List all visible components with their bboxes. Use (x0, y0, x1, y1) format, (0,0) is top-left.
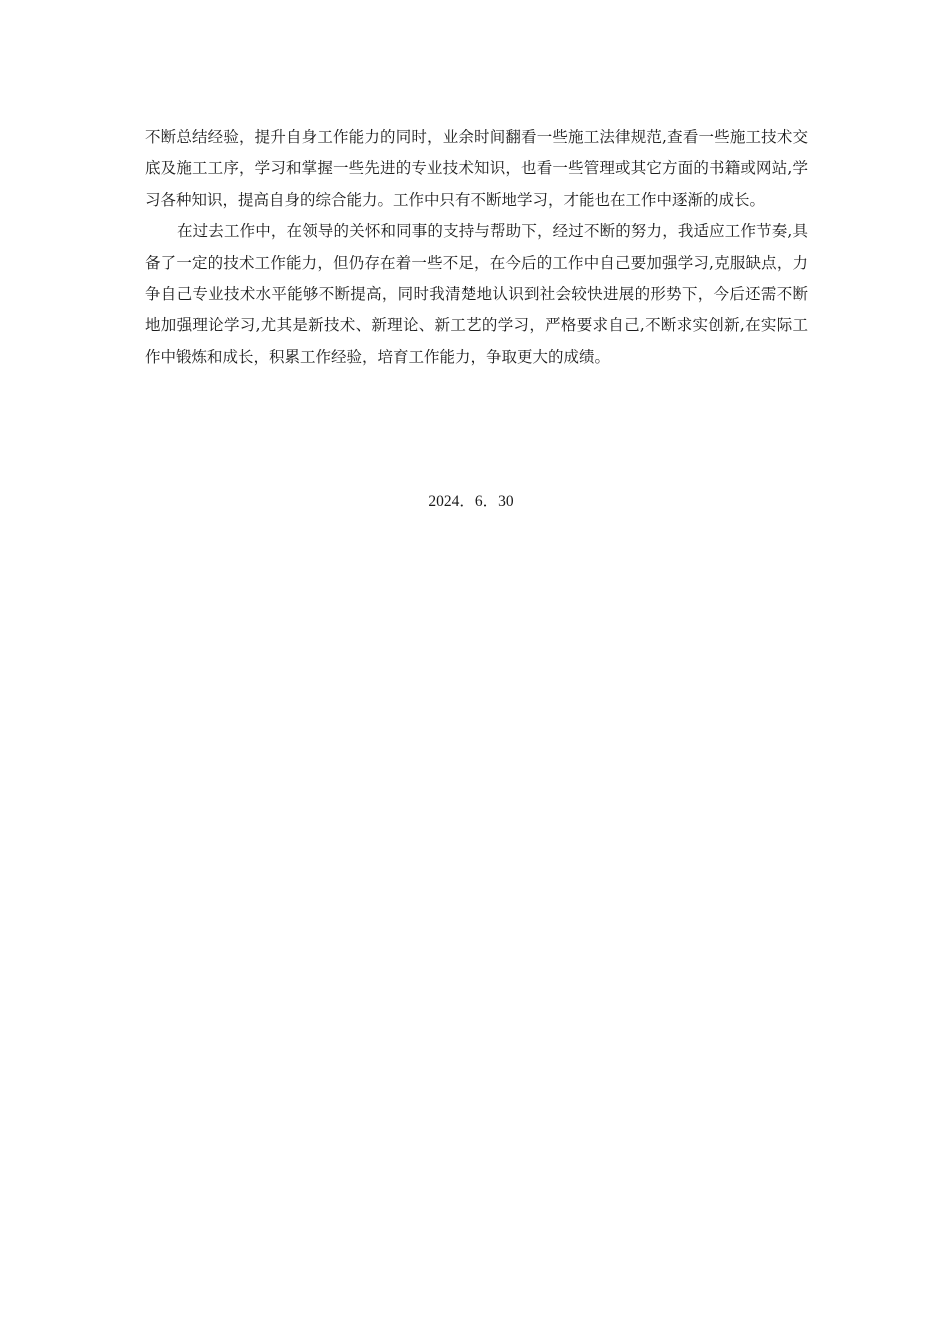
document-date: 2024．6．30 (428, 493, 514, 510)
paragraph-1: 不断总结经验，提升自身工作能力的同时，业余时间翻看一些施工法律规范,查看一些施工技术交底及施工工序，学习和掌握一些先进的专业技术知识，也看一些管理或其它方面的书籍或网站,学习各种知识，提高自身的综合能力。工作中只有不断地学习，才能也在工作中逐渐的成长。 (145, 128, 808, 209)
document-date-line (0, 490, 950, 514)
paragraph-2: 在过去工作中，在领导的关怀和同事的支持与帮助下，经过不断的努力，我适应工作节奏,具备了一定的技术工作能力，但仍存在着一些不足，在今后的工作中自己要加强学习,克服缺点，力争自己专业技术水平能够不断提高，同时我清楚地认识到社会较快进展的形势下，今后还需不断地加强理论学习,尤其是新技术、新理论、新工艺的学习，严格要求自己,不断求实创新,在实际工作中锻炼和成长，积累工作经验，培育工作能力，争取更大的成绩。 (145, 222, 808, 366)
document-body (145, 122, 808, 373)
